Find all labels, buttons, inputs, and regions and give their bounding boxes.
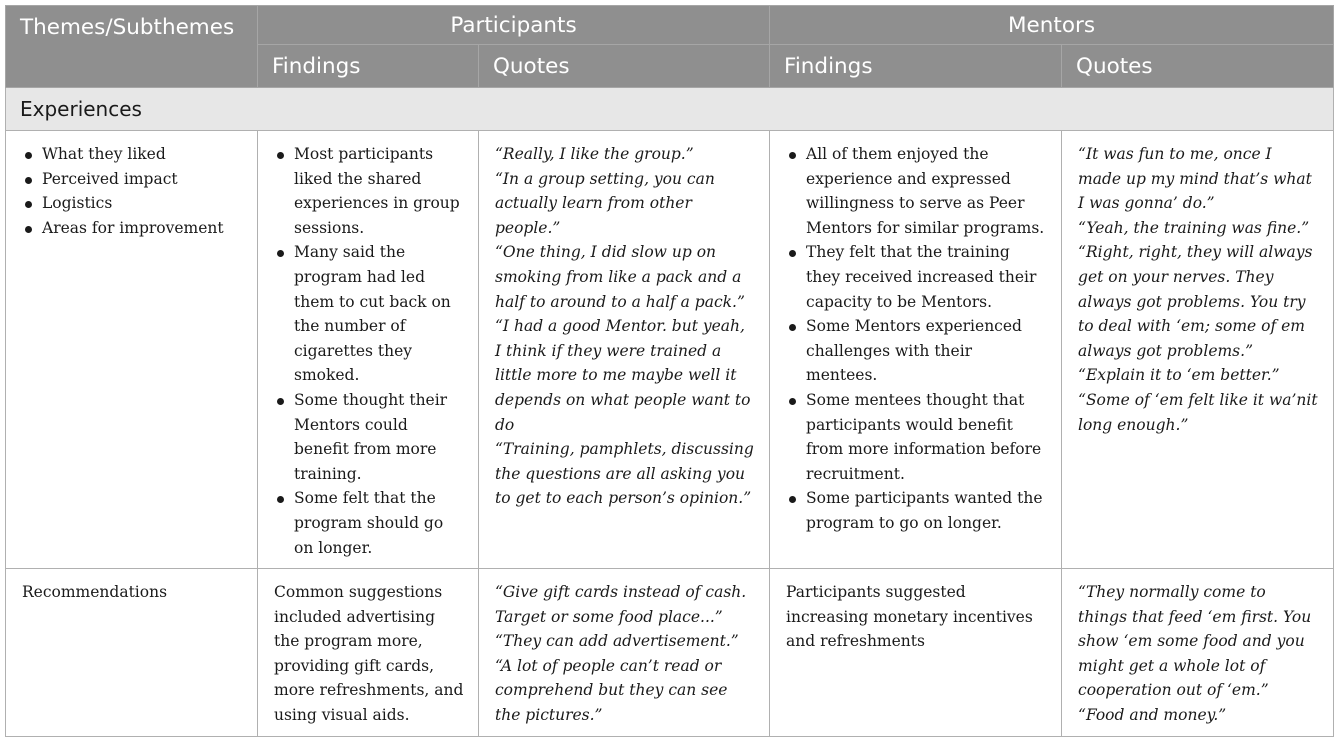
findings-table [5, 5, 1334, 737]
list-item: They felt that the training they received increased their capacity to be Mentors. [786, 240, 1047, 314]
participant-quotes-cell [479, 131, 770, 569]
list-item: Most participants liked the shared experiences in group sessions. [274, 142, 464, 240]
mentor-quotes-cell [1062, 131, 1334, 569]
quote: “Training, pamphlets, discussing the questions are all asking you to get to each person’s opinion.” [495, 440, 754, 508]
section-label: Experiences [6, 88, 1334, 131]
participants-header: Participants [258, 6, 770, 45]
quote: “It was fun to me, once I made up my mind that’s what I was gonna’ do.” [1078, 145, 1312, 213]
participants-quotes-header: Quotes [479, 45, 770, 88]
list-item: Perceived impact [22, 167, 243, 192]
table-row-recommendations [6, 569, 1334, 737]
quote: “Yeah, the training was fine.” [1078, 218, 1310, 237]
quote: “I had a good Mentor. but yeah, I think if they were trained a little more to me maybe well it depends on what people want to do [495, 317, 751, 434]
list-item: All of them enjoyed the experience and expressed willingness to serve as Peer Mentors for similar programs. [786, 142, 1047, 240]
list-item: Some felt that the program should go on longer. [274, 486, 464, 560]
mentor-recommendation-findings: Participants suggested increasing monetary incentives and refreshments [770, 569, 1062, 737]
quote: “Give gift cards instead of cash. Target or some food place...” [495, 583, 747, 626]
list-item: Areas for improvement [22, 216, 243, 241]
mentor-recommendation-quotes [1062, 569, 1334, 737]
list-item: Logistics [22, 191, 243, 216]
participant-recommendation-quotes [479, 569, 770, 737]
subthemes-list [22, 142, 243, 240]
list-item: What they liked [22, 142, 243, 167]
quote: “One thing, I did slow up on smoking from like a pack and a half to around to a half a pack.” [495, 243, 745, 311]
participant-findings-cell [258, 131, 479, 569]
quote: “Really, I like the group.” [495, 145, 694, 163]
header-row-groups [6, 6, 1334, 45]
quote: “They normally come to things that feed ‘em first. You show ‘em some food and you might get a whole lot of cooperation out of ‘em.” [1078, 583, 1312, 700]
list-item: Some Mentors experienced challenges with their mentees. [786, 314, 1047, 388]
table-row-experiences [6, 131, 1334, 569]
recommendations-label: Recommendations [6, 569, 258, 737]
mentors-header: Mentors [770, 6, 1334, 45]
quote: “Right, right, they will always get on your nerves. They always got problems. You try to deal with ‘em; some of em always got problems.” [1078, 243, 1313, 360]
list-item: Some mentees thought that participants would benefit from more information before recruitment. [786, 388, 1047, 486]
quote: “Some of ‘em felt like it wa’nit long enough.” [1078, 390, 1318, 434]
list-item: Some thought their Mentors could benefit from more training. [274, 388, 464, 486]
list-item: Some participants wanted the program to go on longer. [786, 486, 1047, 535]
quote: “A lot of people can’t read or comprehend but they can see the pictures.” [495, 656, 728, 725]
participant-findings-list [274, 142, 464, 560]
quote: “In a group setting, you can actually learn from other people.” [495, 169, 715, 237]
subthemes-cell [6, 131, 258, 569]
themes-header: Themes/Subthemes [6, 6, 258, 88]
quote: “Food and money.” [1078, 706, 1227, 725]
participants-findings-header: Findings [258, 45, 479, 88]
mentor-findings-list [786, 142, 1047, 536]
section-row-experiences [6, 88, 1334, 131]
mentors-quotes-header: Quotes [1062, 45, 1334, 88]
mentors-findings-header: Findings [770, 45, 1062, 88]
mentor-findings-cell [770, 131, 1062, 569]
participant-recommendation-findings: Common suggestions included advertising the program more, providing gift cards, more refreshments, and using visual aids. [258, 569, 479, 737]
list-item: Many said the program had led them to cut back on the number of cigarettes they smoked. [274, 240, 464, 388]
quote: “Explain it to ‘em better.” [1078, 366, 1280, 385]
quote: “They can add advertisement.” [495, 632, 739, 651]
